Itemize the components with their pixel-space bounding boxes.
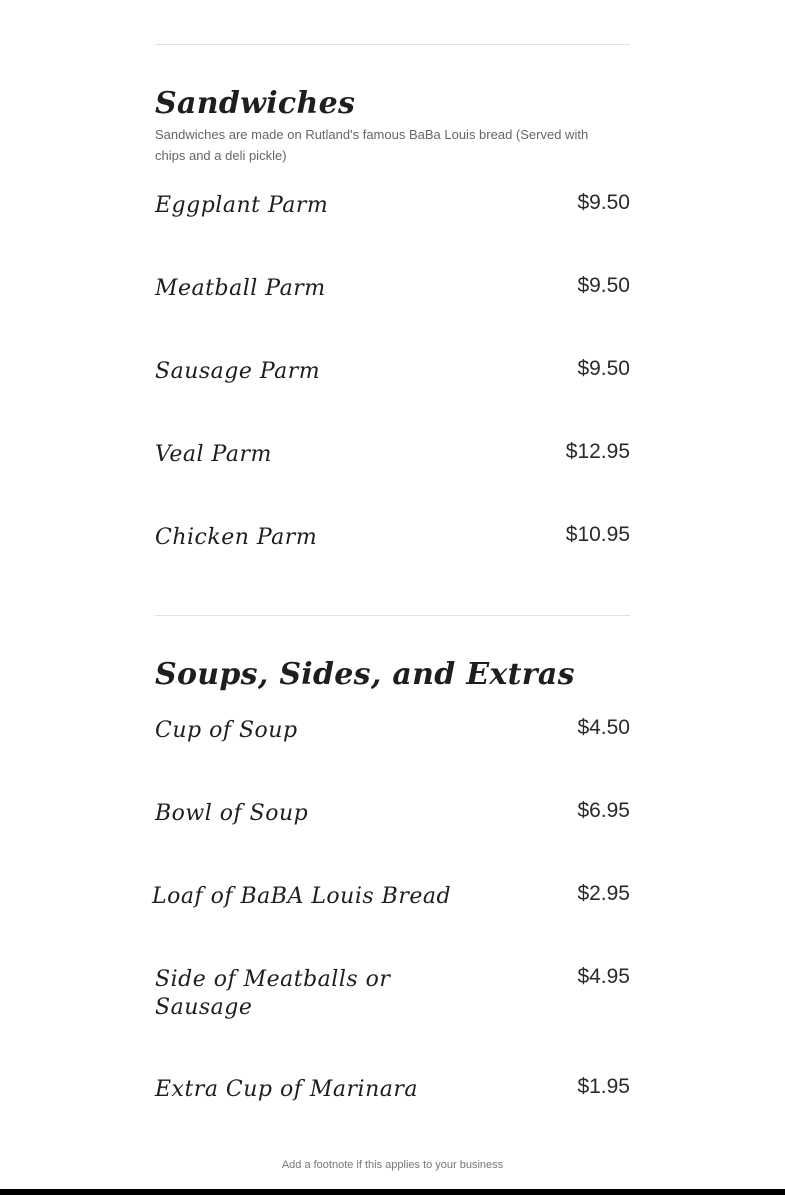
menu-item xyxy=(155,358,630,441)
menu-item xyxy=(155,275,630,358)
section-soups-sides-extras xyxy=(155,657,630,693)
item-price: $6.95 xyxy=(577,799,630,822)
item-name: Extra Cup of Marinara xyxy=(155,1077,419,1102)
sandwiches-items xyxy=(155,192,630,607)
footnote: Add a footnote if this applies to your business xyxy=(281,1159,504,1171)
item-name: Eggplant Parm xyxy=(155,193,329,218)
section-description: Sandwiches are made on Rutland's famous BaBa Louis bread (Served with chips and a deli pickle) xyxy=(155,127,589,163)
section-sandwiches xyxy=(155,86,630,166)
item-price: $9.50 xyxy=(577,191,630,214)
menu-item xyxy=(155,441,630,524)
menu-item xyxy=(155,524,630,607)
item-name: Sausage Parm xyxy=(155,359,321,384)
menu-item xyxy=(155,717,630,800)
item-name: Veal Parm xyxy=(155,442,272,467)
top-divider xyxy=(155,44,630,45)
section-title: Soups, Sides, and Extras xyxy=(155,657,575,692)
item-price: $10.95 xyxy=(565,523,630,546)
menu-item xyxy=(155,1076,630,1159)
menu-item xyxy=(155,800,630,883)
section-title: Sandwiches xyxy=(155,86,356,121)
item-name: Bowl of Soup xyxy=(155,801,309,826)
item-name: Side of Meatballs or Sausage xyxy=(155,967,391,1020)
menu-item xyxy=(152,882,630,966)
bottom-bar xyxy=(0,1189,785,1195)
item-price: $4.50 xyxy=(577,716,630,739)
item-name: Chicken Parm xyxy=(155,525,318,550)
item-price: $4.95 xyxy=(577,965,630,988)
item-price: $12.95 xyxy=(565,440,630,463)
menu-item xyxy=(155,192,630,275)
item-name: Loaf of BaBA Louis Bread xyxy=(152,884,452,909)
item-price: $2.95 xyxy=(577,882,630,905)
menu-item xyxy=(155,966,630,1076)
section-divider xyxy=(155,615,630,616)
soups-items xyxy=(152,716,630,1159)
item-name: Cup of Soup xyxy=(155,718,298,743)
item-price: $9.50 xyxy=(577,357,630,380)
item-price: $1.95 xyxy=(577,1075,630,1098)
item-price: $9.50 xyxy=(577,274,630,297)
item-name: Meatball Parm xyxy=(155,276,326,301)
